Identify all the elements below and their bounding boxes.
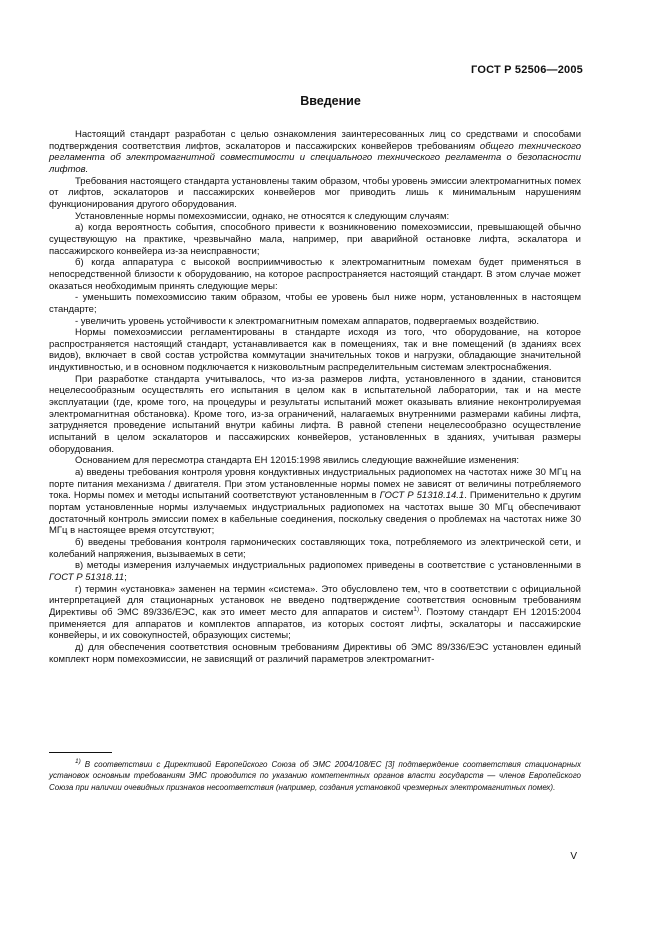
list-item [49, 467, 581, 537]
text-run: ; [124, 571, 127, 583]
paragraph: Требования настоящего стандарта установлены таким образом, чтобы уровень эмиссии электромагнитных помех от лифтов, эскалаторов и пассажирских конвейеров мог приводить лишь к минимальным нарушениям функционирования другого оборудования. [49, 175, 581, 210]
page-title: Введение [300, 94, 361, 108]
text-run: Настоящий стандарт разработан с целью ознакомления заинтересованных лиц со средствами и способами подтверждения соответствия лифтов, эскалаторов и пассажирских конвейеров требованиям [49, 129, 581, 152]
standard-reference: ГОСТ Р 51318.14.1 [379, 490, 465, 502]
list-item: б) когда аппаратура с высокой восприимчивостью к электромагнитным помехам будет применяться в непосредственной близости к оборудованию, на которое распространяется настоящий стандарт. В этом случае может оказаться необходимым принять следующие меры: [49, 257, 581, 292]
italic-text: общего технического регламента об электромагнитной совместимости и специального технического регламента о безопасности лифтов. [49, 140, 582, 175]
paragraph: При разработке стандарта учитывалось, что из-за размеров лифта, установленного в здании, становится нецелесообразным осуществлять его испытания в целом как в испытательной лаборатории, так и на месте эксплуатации (где, кроме того, на процедуры и результаты испытаний может оказывать влияние неконтролируемая электромагнитная обстановка). Кроме того, из-за ограничений, налагаемых внутренними размерами кабины лифта, затрудняется проведение испытаний внутри кабины лифта. В равной степени нецелесообразно осуществление испытаний в целом эскалаторов и пассажирских конвейеров, установленных в зданиях, учитывая размеры оборудования. [49, 373, 581, 455]
body-text [49, 129, 581, 665]
paragraph: Нормы помехоэмиссии регламентированы в стандарте исходя из того, что оборудование, на которое распространяется настоящий стандарт, устанавливается как в помещениях, так и вне помещений (в зданиях всех видов), включает в свой состав устройства коммутации значительных токов и нагрузки, обладающие значительной индуктивностью, и в основном подключается к низковольтным распределительным системам электроснабжения. [49, 327, 581, 374]
footnote-divider [49, 752, 112, 753]
paragraph: Основанием для пересмотра стандарта ЕН 12015:1998 явились следующие важнейшие изменения: [75, 455, 520, 467]
list-item: б) введены требования контроля гармонических составляющих тока, потребляемого из электрической сети, и колебаний напряжения, вызываемых в сети; [49, 536, 581, 560]
standard-reference: ГОСТ Р 51318.11 [49, 571, 125, 583]
paragraph: Установленные нормы помехоэмиссии, однако, не относятся к следующим случаям: [75, 210, 450, 222]
text-run: . Применительно к другим портам установленные нормы излучаемых индустриальных радиопомех на частотах выше 30 МГц обеспечивают достаточный контроль эмиссии помех в кабельные соединения, поскольку сведения о проблемах на частотах ниже 30 МГц в настоящее время отсутствуют; [49, 490, 581, 537]
footnote: 1) В соответствии с Директивой Европейского Союза об ЭМС 2004/108/ЕС [3] подтверждение соответствия стационарных установок основным требованиям ЭМС проводится по указанию компетентных органов власти государств — членов Европейского Союза при наличии очевидных признаков несоответствия (например, создания установкой чрезмерных электромагнитных помех). [49, 758, 581, 792]
text-run: г) термин «установка» заменен на термин «система». Это обусловлено тем, что в соответствии с официальной интерпретацией для стационарных установок не введено подтверждение соответствия основным требованиям Директивы об ЭМС 89/336/ЕЭС, как это имеет место для аппаратов и систем [49, 583, 581, 618]
footnote-ref[interactable]: 1) [413, 605, 420, 613]
text-run: . Поэтому стандарт ЕН 12015:2004 применяется для аппаратов и комплектов аппаратов, из которых состоят лифты, эскалаторы и пассажирские конвейеры, и их совокупностей, образующих системы; [49, 606, 581, 642]
paragraph [49, 129, 581, 176]
list-item: д) для обеспечения соответствия основным требованиям Директивы об ЭМС 89/336/ЕЭС установлен единый комплект норм помехоэмиссии, не зависящий от различий параметров электромагнит- [49, 641, 581, 665]
list-item [49, 584, 581, 642]
list-item: - увеличить уровень устойчивости к электромагнитным помехам аппаратов, подвергаемых воздействию. [75, 315, 540, 327]
text-run: в) методы измерения излучаемых индустриальных радиопомех приведены в соответствие с установленными в [75, 560, 581, 572]
list-item [49, 560, 581, 583]
list-item: - уменьшить помехоэмиссию таким образом, чтобы ее уровень был ниже норм, установленных в настоящем стандарте; [49, 292, 581, 315]
list-item: а) когда вероятность события, способного привести к возникновению помехоэмиссии, превышающей обычно существующую на практике, чрезвычайно мала, например, при аварийной остановке лифта, эскалатора и пассажирского конвейера из-за неисправности; [49, 222, 581, 257]
footnote-text: В соответствии с Директивой Европейского Союза об ЭМС 2004/108/ЕС [3] подтверждение соответствия стационарных установок основным требованиям ЭМС проводится по указанию компетентных органов власти государств — членов Европейского Союза при наличии очевидных признаков несоответствия (например, создания установкой чрезмерных электромагнитных помех). [49, 760, 581, 792]
document-id: ГОСТ Р 52506—2005 [471, 64, 583, 76]
text-run: а) введены требования контроля уровня кондуктивных индустриальных радиопомех на частотах ниже 30 МГц на порте питания механизма / двигателя. При этом установленные нормы помех не зависят от величины потребляемого тока. Нормы помех и методы испытаний соответствуют установленным в [49, 467, 581, 502]
page-number: V [570, 851, 577, 862]
